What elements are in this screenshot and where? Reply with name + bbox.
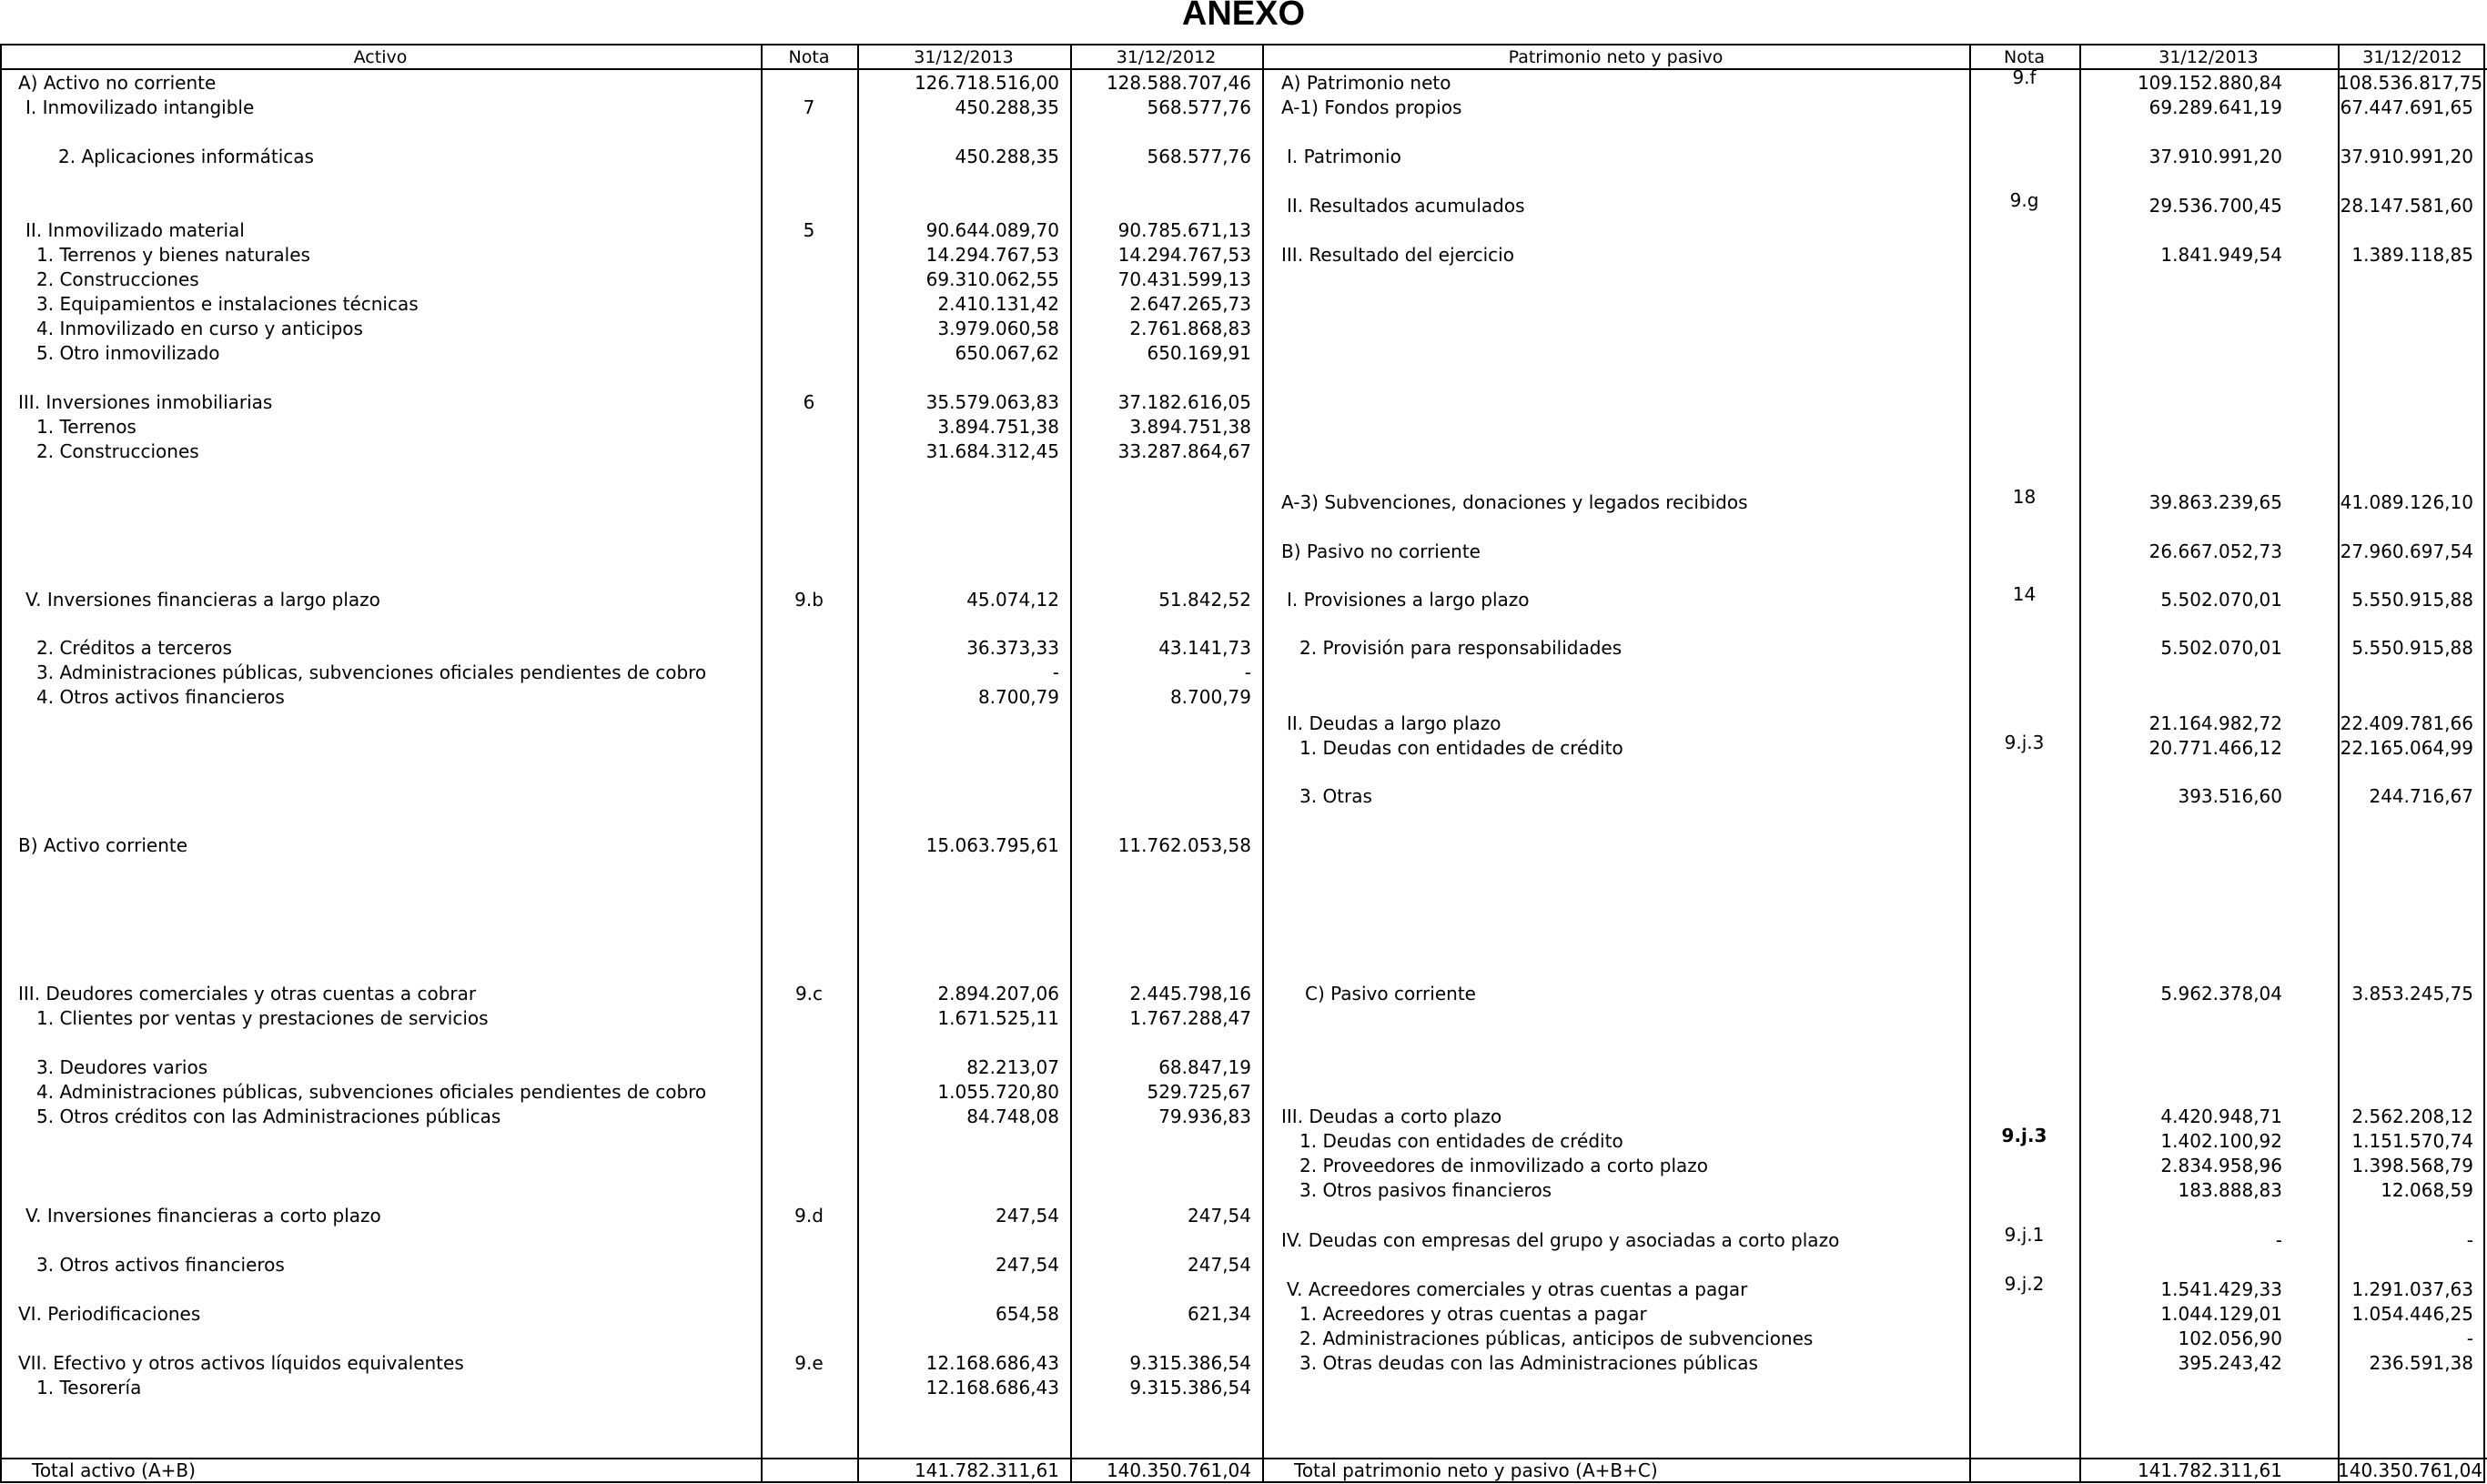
activo-row-2012: 2.647.265,73 [1129,293,1251,315]
pasivo-row-2013: 2.834.958,96 [2160,1155,2282,1176]
pasivo-row-2013: - [2275,1229,2282,1251]
activo-row-2012: 37.182.616,05 [1117,391,1251,413]
pasivo-row-2013: 39.863.239,65 [2148,491,2282,513]
pasivo-row-label: I. Provisiones a largo plazo [1287,589,1530,611]
pasivo-row-2012: 3.853.245,75 [2351,983,2473,1004]
pasivo-row-label: 2. Administraciones públicas, anticipos de subvenciones [1299,1328,1814,1349]
pasivo-row-2012: 1.389.118,85 [2351,244,2473,266]
pasivo-row-label: V. Acreedores comerciales y otras cuentas a pagar [1287,1278,1748,1300]
pasivo-row-2013: 20.771.466,12 [2148,737,2282,759]
pasivo-row-2012: 27.960.697,54 [2340,540,2473,562]
activo-row-nota: 7 [803,96,815,118]
activo-row-2012: 2.761.868,83 [1129,318,1251,339]
pasivo-row-nota [1969,1148,2079,1173]
activo-row-nota [761,341,857,366]
activo-row-2012: 1.767.288,47 [1129,1007,1251,1029]
pasivo-row-2012: 41.089.126,10 [2340,491,2473,513]
activo-row-nota [761,685,857,710]
activo-row-nota [761,1006,857,1031]
activo-row-label: III. Inversiones inmobiliarias [18,391,273,413]
activo-row-2012: 14.294.767,53 [1117,244,1251,266]
pasivo-row-2012: 1.291.037,63 [2351,1278,2473,1300]
activo-row-nota: 6 [803,391,815,413]
activo-row-2012: 8.700,79 [1169,686,1251,708]
pasivo-row-nota [1969,139,2079,164]
activo-row-2012: 128.588.707,46 [1106,72,1251,94]
activo-row-2013: 8.700,79 [977,686,1059,708]
activo-row-2012: 33.287.864,67 [1117,440,1251,462]
pasivo-row-label: A-1) Fondos propios [1281,96,1462,118]
pasivo-row-2013: 21.164.982,72 [2148,712,2282,734]
pasivo-row-2013: 4.420.948,71 [2160,1105,2282,1127]
activo-row-2013: 90.644.089,70 [925,219,1059,241]
activo-row-nota [761,1302,857,1327]
activo-row-label: 3. Equipamientos e instalaciones técnicas [36,293,419,315]
activo-row-label: 4. Inmovilizado en curso y anticipos [36,318,363,339]
activo-row-label: VI. Periodificaciones [18,1303,201,1325]
activo-row-2012: 247,54 [1188,1254,1251,1276]
activo-row-2013: 69.310.062,55 [925,268,1059,290]
pasivo-row-nota [1969,706,2079,731]
activo-row-label: 3. Otros activos financieros [36,1254,285,1276]
activo-row-2013: 1.671.525,11 [937,1007,1059,1029]
activo-row-2012: - [1244,661,1251,683]
pasivo-row-2012: 2.562.208,12 [2351,1105,2473,1127]
pasivo-row-label: 1. Acreedores y otras cuentas a pagar [1299,1303,1647,1325]
activo-row-nota [761,661,857,685]
pasivo-row-2012: 1.054.446,25 [2351,1303,2473,1325]
activo-row-2013: 2.894.207,06 [937,983,1059,1004]
activo-row-2013: 450.288,35 [955,96,1059,118]
pasivo-row-2013: 1.541.429,33 [2160,1278,2282,1300]
total-pasivo-label: Total patrimonio neto y pasivo (A+B+C) [1294,1459,1658,1481]
pasivo-row-nota [1969,1099,2079,1124]
activo-row-label: 1. Clientes por ventas y prestaciones de servicios [36,1007,489,1029]
activo-row-2013: - [1052,661,1059,683]
header-2013-pasivo: 31/12/2013 [2158,47,2259,67]
activo-row-2012: 51.842,52 [1158,589,1251,611]
pasivo-row-2012: 67.447.691,65 [2340,96,2473,118]
activo-row-label: 5. Otros créditos con las Administraciones públicas [36,1105,501,1127]
pasivo-row-nota: 14 [2012,583,2037,605]
activo-row-nota: 9.d [794,1205,824,1227]
activo-row-2012: 529.725,67 [1147,1081,1251,1103]
activo-row-2013: 650.067,62 [955,342,1059,364]
activo-row-2013: 1.055.720,80 [937,1081,1059,1103]
activo-row-2013: 12.168.686,43 [925,1352,1059,1374]
activo-row-2012: 3.894.751,38 [1129,416,1251,438]
activo-row-label: A) Activo no corriente [18,72,217,94]
activo-row-label: 1. Terrenos y bienes naturales [36,244,310,266]
header-nota-activo: Nota [788,47,830,67]
pasivo-row-2013: 1.402.100,92 [2160,1130,2282,1152]
header-2012-activo: 31/12/2012 [1116,47,1217,67]
header-activo: Activo [353,47,408,67]
pasivo-row-nota [1969,534,2079,559]
pasivo-row-label: 3. Otras deudas con las Administraciones públicas [1299,1352,1758,1374]
activo-row-2012: 9.315.386,54 [1129,1352,1251,1374]
activo-row-nota [761,415,857,439]
activo-row-2013: 82.213,07 [966,1056,1059,1078]
activo-row-label: 3. Deudores varios [36,1056,208,1078]
activo-row-2012: 621,34 [1188,1303,1251,1325]
pasivo-row-2013: 26.667.052,73 [2148,540,2282,562]
pasivo-row-nota [1969,1346,2079,1370]
pasivo-row-2013: 29.536.700,45 [2148,195,2282,217]
activo-row-2013: 450.288,35 [955,146,1059,167]
activo-row-nota [761,1253,857,1277]
pasivo-row-label: 3. Otras [1299,785,1372,807]
pasivo-row-nota [1969,976,2079,1001]
activo-row-2013: 35.579.063,83 [925,391,1059,413]
activo-row-2013: 3.979.060,58 [937,318,1059,339]
pasivo-row-2012: - [2466,1229,2473,1251]
header-nota-pasivo: Nota [2004,47,2045,67]
document-title: ANEXO [1181,0,1306,33]
total-pasivo-2013: 141.782.311,61 [2137,1459,2282,1481]
activo-row-label: I. Inmovilizado intangible [25,96,255,118]
pasivo-row-2013: 5.502.070,01 [2160,637,2282,659]
pasivo-row-2012: 37.910.991,20 [2340,146,2473,167]
activo-row-label: 2. Créditos a terceros [36,637,232,659]
activo-row-nota: 5 [803,219,815,241]
activo-row-nota [761,268,857,292]
activo-row-label: 1. Terrenos [36,416,136,438]
activo-row-label: II. Inmovilizado material [25,219,245,241]
pasivo-row-nota [1969,237,2079,262]
activo-row-2013: 14.294.767,53 [925,244,1059,266]
pasivo-row-label: 1. Deudas con entidades de crédito [1299,737,1623,759]
activo-row-label: 1. Tesorería [36,1377,142,1398]
activo-row-nota [761,243,857,268]
total-activo-2013: 141.782.311,61 [914,1459,1059,1481]
activo-row-label: 4. Administraciones públicas, subvenciones oficiales pendientes de cobro [36,1081,707,1103]
activo-row-2012: 90.785.671,13 [1117,219,1251,241]
pasivo-row-2012: 1.398.568,79 [2351,1155,2473,1176]
pasivo-row-2012: 244.716,67 [2369,785,2473,807]
pasivo-row-label: 3. Otros pasivos financieros [1299,1179,1552,1201]
pasivo-row-nota: 9.g [2009,189,2039,211]
pasivo-row-2013: 1.044.129,01 [2160,1303,2282,1325]
activo-row-2012: 79.936,83 [1158,1105,1251,1127]
pasivo-row-2013: 395.243,42 [2178,1352,2282,1374]
activo-row-label: 3. Administraciones públicas, subvenciones oficiales pendientes de cobro [36,661,707,683]
pasivo-row-label: III. Resultado del ejercicio [1281,244,1514,266]
activo-row-label: V. Inversiones financieras a largo plazo [25,589,380,611]
pasivo-row-nota: 18 [2012,486,2037,508]
activo-row-2012: 650.169,91 [1147,342,1251,364]
pasivo-row-2013: 1.841.949,54 [2160,244,2282,266]
activo-row-2013: 31.684.312,45 [925,440,1059,462]
pasivo-row-2013: 37.910.991,20 [2148,146,2282,167]
pasivo-row-label: 2. Provisión para responsabilidades [1299,637,1623,659]
pasivo-row-2013: 69.289.641,19 [2148,96,2282,118]
activo-row-2012: 247,54 [1188,1205,1251,1227]
activo-row-2012: 68.847,19 [1158,1056,1251,1078]
pasivo-row-nota [1969,1173,2079,1197]
activo-row-nota [761,1080,857,1105]
total-activo-label: Total activo (A+B) [32,1459,196,1481]
pasivo-row-label: II. Deudas a largo plazo [1287,712,1501,734]
activo-row-2013: 2.410.131,42 [937,293,1059,315]
activo-row-nota: 9.c [794,983,824,1004]
activo-row-nota: 9.e [794,1352,824,1374]
pasivo-row-2012: 28.147.581,60 [2340,195,2473,217]
pasivo-row-2012: - [2466,1328,2473,1349]
activo-row-2013: 15.063.795,61 [925,834,1059,856]
pasivo-row-2013: 102.056,90 [2178,1328,2282,1349]
pasivo-row-nota: 9.j.3 [2004,732,2045,753]
pasivo-row-nota: 9.f [2012,66,2037,88]
activo-row-label: B) Activo corriente [18,834,188,856]
activo-row-2012: 11.762.053,58 [1117,834,1251,856]
activo-row-2013: 45.074,12 [966,589,1059,611]
pasivo-row-label: III. Deudas a corto plazo [1281,1105,1502,1127]
pasivo-row-2012: 12.068,59 [2381,1179,2473,1201]
activo-row-2013: 12.168.686,43 [925,1377,1059,1398]
activo-row-2012: 70.431.599,13 [1117,268,1251,290]
activo-row-nota: 9.b [794,589,824,611]
pasivo-row-nota [1969,1297,2079,1321]
activo-row-2012: 568.577,76 [1147,146,1251,167]
pasivo-row-2012: 236.591,38 [2369,1352,2473,1374]
activo-row-2013: 3.894.751,38 [937,416,1059,438]
pasivo-row-2013: 183.888,83 [2178,1179,2282,1201]
activo-row-2013: 126.718.516,00 [914,72,1059,94]
header-pasivo: Patrimonio neto y pasivo [1508,47,1724,67]
total-activo-2012: 140.350.761,04 [1106,1459,1251,1481]
activo-row-nota [761,145,857,169]
pasivo-row-2012: 22.165.064,99 [2340,737,2473,759]
pasivo-row-2012: 5.550.915,88 [2351,637,2473,659]
activo-row-nota [761,1055,857,1080]
pasivo-row-label: B) Pasivo no corriente [1281,540,1481,562]
total-pasivo-2012: 140.350.761,04 [2338,1459,2483,1481]
pasivo-row-nota [1969,1321,2079,1346]
pasivo-row-nota: 9.j.3 [2001,1125,2047,1146]
pasivo-row-label: IV. Deudas con empresas del grupo y asociadas a corto plazo [1281,1229,1840,1251]
activo-row-label: V. Inversiones financieras a corto plazo [25,1205,381,1227]
activo-row-nota [761,439,857,464]
activo-row-2013: 247,54 [996,1254,1059,1276]
pasivo-row-label: A-3) Subvenciones, donaciones y legados recibidos [1281,491,1748,513]
pasivo-row-label: 2. Proveedores de inmovilizado a corto plazo [1299,1155,1709,1176]
pasivo-row-nota [1969,90,2079,115]
activo-row-label: 2. Aplicaciones informáticas [58,146,314,167]
pasivo-row-label: II. Resultados acumulados [1287,195,1525,217]
activo-row-2012: 2.445.798,16 [1129,983,1251,1004]
activo-row-label: VII. Efectivo y otros activos líquidos equivalentes [18,1352,464,1374]
pasivo-row-label: 1. Deudas con entidades de crédito [1299,1130,1623,1152]
activo-row-nota [761,317,857,341]
pasivo-row-2013: 5.962.378,04 [2160,983,2282,1004]
header-2013-activo: 31/12/2013 [914,47,1014,67]
activo-row-nota [761,833,857,858]
activo-row-nota [761,1105,857,1129]
pasivo-row-2012: 5.550.915,88 [2351,589,2473,611]
activo-row-nota [761,71,857,96]
activo-row-label: III. Deudores comerciales y otras cuentas a cobrar [18,983,477,1004]
activo-row-label: 2. Construcciones [36,268,199,290]
pasivo-row-2012: 1.151.570,74 [2351,1130,2473,1152]
pasivo-row-label: C) Pasivo corriente [1305,983,1476,1004]
activo-row-2012: 568.577,76 [1147,96,1251,118]
activo-row-nota [761,636,857,661]
activo-row-2012: 43.141,73 [1158,637,1251,659]
header-2012-pasivo: 31/12/2012 [2362,47,2462,67]
activo-row-2013: 247,54 [996,1205,1059,1227]
pasivo-row-2013: 5.502.070,01 [2160,589,2282,611]
activo-row-2012: 9.315.386,54 [1129,1377,1251,1398]
activo-row-label: 4. Otros activos financieros [36,686,285,708]
pasivo-row-2012: 22.409.781,66 [2340,712,2473,734]
activo-row-nota [761,1376,857,1400]
activo-row-2013: 654,58 [996,1303,1059,1325]
pasivo-row-nota [1969,779,2079,803]
column-divider [1262,44,1264,1483]
pasivo-row-label: A) Patrimonio neto [1281,72,1451,94]
pasivo-row-nota: 9.j.1 [2004,1224,2045,1246]
pasivo-row-2013: 109.152.880,84 [2137,72,2282,94]
activo-row-2013: 84.748,08 [966,1105,1059,1127]
activo-row-2013: 36.373,33 [966,637,1059,659]
activo-row-label: 5. Otro inmovilizado [36,342,220,364]
activo-row-nota [761,292,857,317]
activo-row-label: 2. Construcciones [36,440,199,462]
pasivo-row-nota [1969,631,2079,655]
pasivo-row-2012: 108.536.817,75 [2338,72,2483,94]
pasivo-row-nota: 9.j.2 [2004,1273,2045,1295]
pasivo-row-2013: 393.516,60 [2178,785,2282,807]
pasivo-row-label: I. Patrimonio [1287,146,1401,167]
